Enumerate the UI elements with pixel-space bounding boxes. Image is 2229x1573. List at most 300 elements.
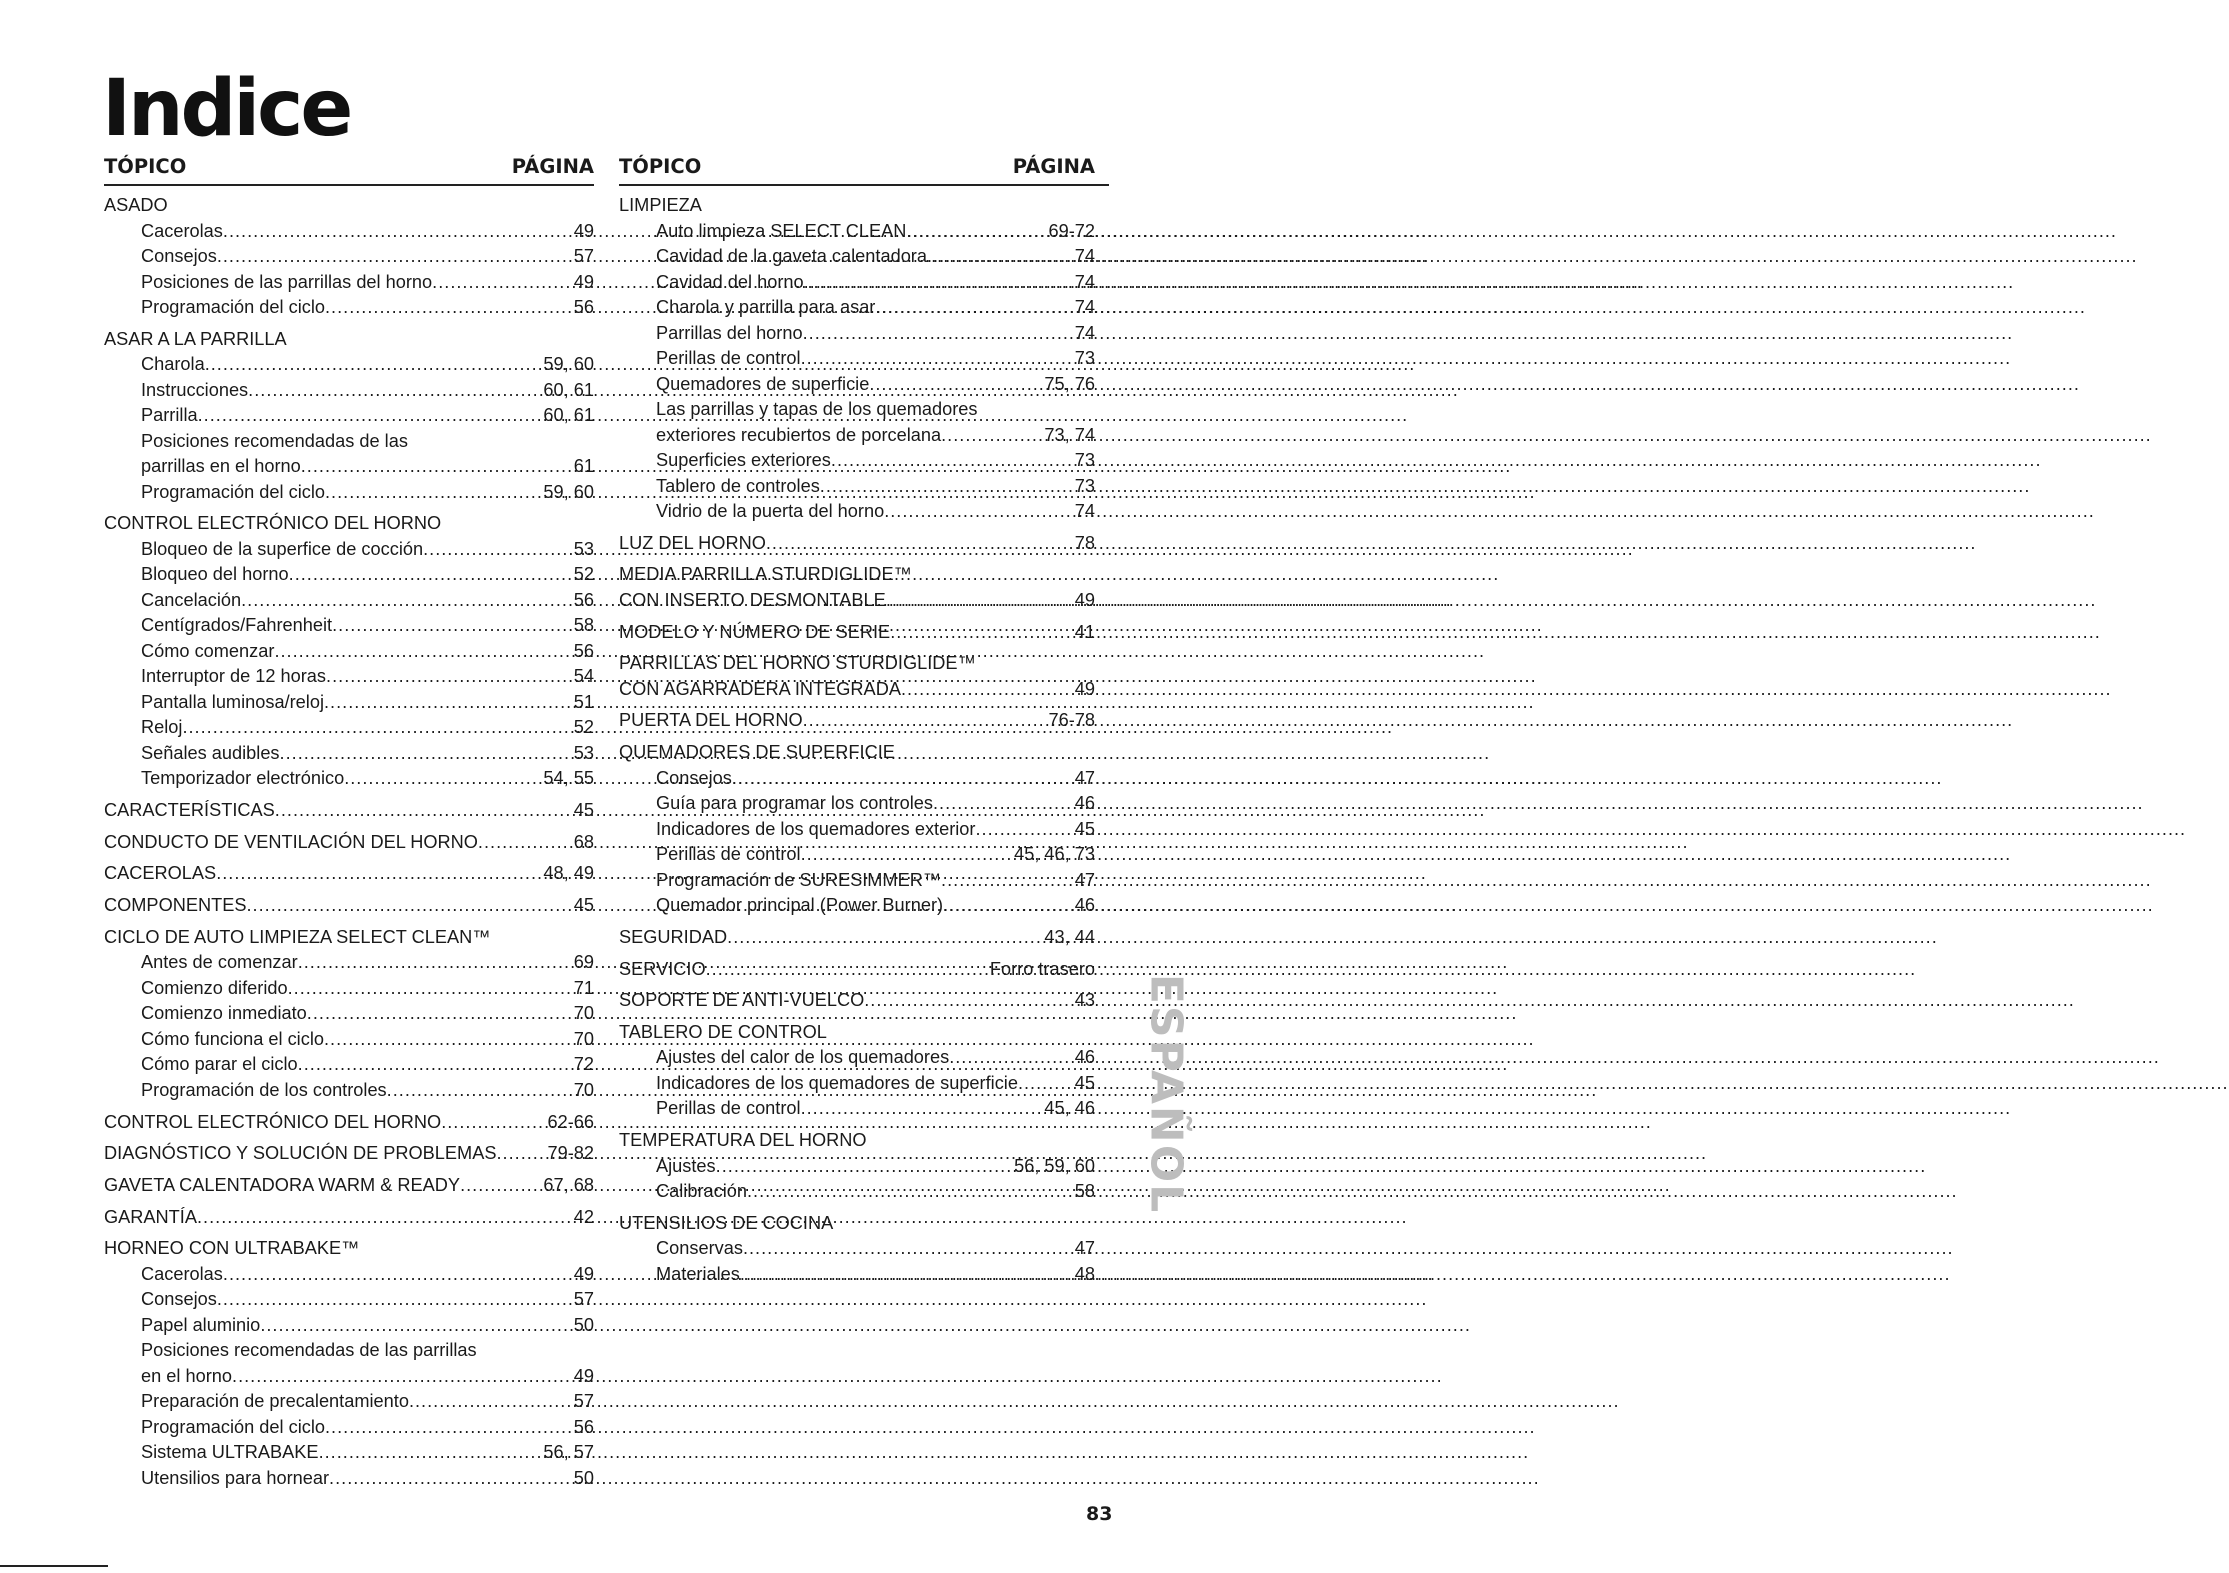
page-ref: 53 (573, 538, 594, 559)
page-ref: 74 (1074, 322, 1095, 343)
dot-leader (803, 708, 1049, 734)
subtopic-line (619, 397, 1095, 423)
subtopic-line (104, 639, 594, 665)
subtopic-line (104, 741, 594, 767)
dot-leader (423, 537, 574, 563)
subtopic-line (619, 346, 1095, 372)
topic-line (104, 861, 594, 887)
dot-leader (307, 1001, 574, 1027)
page-ref: 45 (1074, 1072, 1095, 1093)
page-ref: 52 (573, 717, 594, 738)
topic-header: TÓPICO (619, 155, 702, 178)
entry-label: Cacerolas (141, 1263, 223, 1284)
entry-label: Comienzo diferido (141, 977, 288, 998)
page-ref: 56 (573, 640, 594, 661)
topic-line (619, 925, 1095, 951)
subtopic-line (619, 448, 1095, 474)
entry-label: Guía para programar los controles (656, 793, 933, 814)
page-header: PÁGINA (1012, 155, 1095, 178)
page-header: PÁGINA (511, 155, 594, 178)
entry-label: Quemador principal (Power Burner) (656, 895, 944, 916)
subtopic-line (104, 378, 594, 404)
entry-label: MEDIA PARRILLA STURDIGLIDE™ (619, 564, 912, 585)
entry-label: Conservas (656, 1238, 743, 1259)
entry-label: Comienzo inmediato (141, 1003, 307, 1024)
entry-label: Charola y parrilla para asar (656, 297, 876, 317)
index-entry (104, 511, 594, 792)
subtopic-line (619, 270, 1095, 296)
dot-leader (927, 244, 1075, 270)
topic-line (619, 193, 1095, 219)
entry-label: Superficies exteriores (656, 450, 831, 470)
subtopic-line (104, 950, 594, 976)
dot-leader (223, 1262, 574, 1288)
subtopic-line (619, 1071, 1095, 1097)
subtopic-line (619, 474, 1095, 500)
entry-label: Programación del ciclo (141, 1416, 325, 1437)
topic-line (104, 511, 594, 537)
page-ref: 45, 46 (1044, 1098, 1095, 1119)
dot-leader (766, 531, 1075, 557)
subtopic-line (104, 766, 594, 792)
dot-leader (274, 639, 573, 665)
subtopic-line (619, 321, 1095, 347)
page-ref: 56 (573, 589, 594, 610)
dot-leader (260, 1313, 573, 1339)
subtopic-line (619, 244, 1095, 270)
page-ref: 42 (573, 1206, 594, 1227)
dot-leader (325, 295, 574, 321)
page-ref: 43 (1074, 990, 1095, 1011)
entry-label: Antes de comenzar (141, 952, 298, 973)
subtopic-line (619, 1154, 1095, 1180)
dot-leader (886, 588, 1075, 614)
entry-label: Tablero de controles (656, 475, 820, 496)
index-entry (104, 893, 594, 919)
topic-line (104, 1205, 594, 1231)
column-header (104, 152, 594, 186)
entry-label: Cavidad de la gaveta calentadora (656, 246, 927, 266)
entry-label: Temporizador electrónico (141, 768, 345, 789)
index-entries (619, 193, 1109, 1287)
page-ref: 74 (1074, 271, 1095, 292)
index-entry (104, 193, 594, 321)
page-ref: 58 (573, 615, 594, 636)
entry-label: GARANTÍA (104, 1206, 197, 1227)
page-ref: 76-78 (1048, 710, 1095, 731)
subtopic-line (104, 1338, 594, 1364)
topic-line (619, 531, 1095, 557)
subtopic-line (619, 1262, 1095, 1288)
page-ref: 78 (1074, 532, 1095, 553)
dot-leader (716, 1154, 1014, 1180)
index-entry (104, 1141, 594, 1167)
page-ref: 49 (1074, 589, 1095, 610)
entry-label: Instrucciones (141, 379, 249, 400)
page-ref: 48, 49 (543, 863, 594, 884)
page-ref: 56, 59, 60 (1014, 1155, 1095, 1176)
dot-leader (831, 448, 1075, 474)
page-ref: 73 (1074, 450, 1095, 470)
entry-label: CONTROL ELECTRÓNICO DEL HORNO (104, 1111, 442, 1132)
subtopic-line (104, 537, 594, 563)
entry-label: exteriores recubiertos de porcelana (656, 424, 942, 445)
index-entry (619, 620, 1095, 646)
dot-leader (329, 1466, 574, 1492)
column-header (619, 152, 1109, 186)
page-ref: 74 (1074, 501, 1095, 521)
subtopic-line (619, 1096, 1095, 1122)
page-ref: 57 (573, 246, 594, 266)
page-ref: 62-66 (547, 1111, 594, 1132)
dot-leader (478, 830, 574, 856)
page-ref: 71 (573, 977, 594, 998)
dot-leader (875, 295, 1074, 321)
page-ref: 74 (1074, 246, 1095, 266)
page-ref: 52 (573, 564, 594, 585)
subtopic-line (619, 423, 1095, 449)
index-entry (619, 708, 1095, 734)
language-side-tab (1140, 973, 1192, 1215)
topic-line (619, 1020, 1095, 1046)
topic-line (104, 798, 594, 824)
subtopic-line (104, 613, 594, 639)
subtopic-line (619, 219, 1095, 245)
index-entry (619, 957, 1095, 983)
page-ref: 49 (573, 1263, 594, 1284)
page-ref: 49 (1074, 678, 1095, 699)
dot-leader (205, 352, 544, 378)
subtopic-line (104, 976, 594, 1002)
page-ref: 57 (573, 1391, 594, 1412)
dot-leader (216, 861, 543, 887)
index-entry (619, 925, 1095, 951)
topic-line (619, 562, 1095, 588)
dot-leader (943, 893, 1075, 919)
entry-label: Indicadores de los quemadores exterior (656, 818, 976, 839)
subtopic-line (104, 429, 594, 455)
dot-leader (182, 715, 573, 741)
topic-line (104, 327, 594, 353)
entry-label: Auto limpieza SELECT CLEAN (656, 220, 907, 241)
entry-label: TEMPERATURA DEL HORNO (619, 1130, 867, 1151)
index-column-right (619, 152, 1109, 1287)
dot-leader (246, 893, 573, 919)
entry-label: Programación de los controles (141, 1079, 387, 1100)
subtopic-line (104, 295, 594, 321)
subtopic-line (619, 791, 1095, 817)
page-ref: 56 (573, 1416, 594, 1437)
subtopic-line (619, 499, 1095, 525)
entry-label: Posiciones recomendadas de las parrillas (141, 1340, 477, 1361)
subtopic-line (104, 480, 594, 506)
entry-label: DIAGNÓSTICO Y SOLUCIÓN DE PROBLEMAS (104, 1143, 497, 1164)
page-ref: 45 (573, 800, 594, 821)
dot-leader (217, 244, 574, 270)
dot-leader (298, 950, 574, 976)
page-ref: 56, 57 (543, 1442, 594, 1463)
dot-leader (387, 1078, 574, 1104)
subtopic-line (619, 372, 1095, 398)
subtopic-line (104, 403, 594, 429)
entry-label: CARACTERÍSTICAS (104, 800, 275, 821)
subtopic-line (619, 766, 1095, 792)
dot-leader (740, 1262, 1075, 1288)
dot-leader (301, 454, 574, 480)
dot-leader (803, 321, 1075, 347)
subtopic-line (104, 1287, 594, 1313)
entry-label: Parrillas del horno (656, 322, 803, 343)
entry-label: Consejos (656, 767, 732, 788)
dot-leader (727, 925, 1044, 951)
page-ref: 48 (1074, 1263, 1095, 1284)
page-ref: 68 (573, 831, 594, 852)
subtopic-line (619, 1179, 1095, 1205)
dot-leader (241, 588, 574, 614)
dot-leader (441, 1110, 547, 1136)
entry-label: Cómo parar el ciclo (141, 1054, 298, 1075)
entry-label: Pantalla luminosa/reloj (141, 691, 324, 712)
index-entry (619, 988, 1095, 1014)
subtopic-line (619, 842, 1095, 868)
subtopic-line (619, 1236, 1095, 1262)
entry-label: COMPONENTES (104, 895, 247, 916)
entry-label: Cómo comenzar (141, 640, 275, 661)
entry-label: Señales audibles (141, 742, 280, 763)
entry-label: Programación del ciclo (141, 297, 325, 317)
subtopic-line (104, 1389, 594, 1415)
entry-label: CICLO DE AUTO LIMPIEZA SELECT CLEAN™ (104, 926, 491, 947)
page-ref: 59, 60 (543, 481, 594, 502)
index-entry (619, 562, 1095, 613)
entry-label: parrillas en el horno (141, 456, 301, 477)
subtopic-line (104, 1078, 594, 1104)
topic-line (104, 1173, 594, 1199)
page-ref: 72 (573, 1054, 594, 1075)
dot-leader (319, 1440, 544, 1466)
entry-label: TABLERO DE CONTROL (619, 1021, 827, 1042)
dot-leader (344, 766, 543, 792)
dot-leader (409, 1389, 574, 1415)
entry-label: Consejos (141, 1289, 217, 1310)
entry-label: Perillas de control (656, 348, 801, 368)
index-entries (104, 193, 594, 1491)
entry-label: Vidrio de la puerta del horno (656, 501, 885, 521)
entry-label: en el horno (141, 1365, 233, 1386)
index-entry (104, 1236, 594, 1491)
dot-leader (496, 1141, 547, 1167)
entry-label: Programación de SURESIMMER™ (656, 869, 942, 890)
entry-label: ASADO (104, 195, 168, 215)
dot-leader (906, 219, 1048, 245)
page-ref: 45 (573, 895, 594, 916)
subtopic-line (104, 1466, 594, 1492)
entry-label: Cancelación (141, 589, 242, 610)
entry-label: Perillas de control (656, 844, 801, 865)
index-entry (104, 798, 594, 824)
dot-leader (289, 562, 574, 588)
dot-leader (248, 378, 543, 404)
dot-leader (217, 1287, 574, 1313)
dot-leader (280, 741, 574, 767)
entry-label: Parrilla (141, 405, 198, 426)
entry-label: Utensilios para hornear (141, 1467, 330, 1488)
page-ref: 70 (573, 1003, 594, 1024)
entry-label: QUEMADORES DE SUPERFICIE (619, 742, 895, 763)
topic-line (104, 830, 594, 856)
page-ref: 69-72 (1048, 220, 1095, 241)
entry-label: SOPORTE DE ANTI-VUELCO (619, 990, 865, 1011)
index-entry (104, 1110, 594, 1136)
page-ref: 50 (573, 1467, 594, 1488)
page-ref: 41 (1074, 621, 1095, 642)
dot-leader (743, 1236, 1075, 1262)
entry-label: Las parrillas y tapas de los quemadores (656, 399, 978, 419)
entry-label: Posiciones de las parrillas del horno (141, 271, 433, 292)
page-ref: 45 (1074, 818, 1095, 839)
dot-leader (1018, 1071, 1075, 1097)
topic-line (104, 925, 594, 951)
entry-label: Bloqueo del horno (141, 564, 289, 585)
subtopic-line (619, 893, 1095, 919)
page-ref: 69 (573, 952, 594, 973)
dot-leader (325, 480, 543, 506)
page-ref: 59, 60 (543, 354, 594, 375)
topic-line (104, 1110, 594, 1136)
dot-leader (324, 690, 574, 716)
dot-leader (324, 1027, 574, 1053)
dot-leader (223, 219, 574, 245)
entry-label: Preparación de precalentamiento (141, 1391, 409, 1412)
dot-leader (198, 403, 544, 429)
index-entry (619, 1128, 1095, 1205)
topic-line (619, 588, 1095, 614)
index-entry (104, 1205, 594, 1231)
index-entry (104, 1173, 594, 1199)
topic-line (104, 193, 594, 219)
topic-line (104, 893, 594, 919)
entry-label: Interruptor de 12 horas (141, 666, 327, 687)
dot-leader (975, 817, 1074, 843)
entry-label: CONTROL ELECTRÓNICO DEL HORNO (104, 513, 442, 534)
entry-label: Materiales (656, 1263, 740, 1284)
page-ref: 46 (1074, 895, 1095, 916)
page-ref: 60, 61 (543, 405, 594, 426)
entry-label: Cómo funciona el ciclo (141, 1028, 324, 1049)
topic-line (104, 1236, 594, 1262)
entry-label: Perillas de control (656, 1098, 801, 1119)
dot-leader (901, 677, 1075, 703)
subtopic-line (104, 1001, 594, 1027)
topic-line (619, 740, 1095, 766)
page-ref: 50 (573, 1314, 594, 1335)
topic-line (619, 988, 1095, 1014)
page-ref: 45, 46, 73 (1014, 844, 1095, 865)
page-ref: 74 (1074, 297, 1095, 317)
entry-label: Bloqueo de la superfice de cocción (141, 538, 424, 559)
page-ref: 67, 68 (543, 1174, 594, 1195)
subtopic-line (619, 817, 1095, 843)
page-ref: Forro trasero (989, 958, 1095, 979)
entry-label: Calibración (656, 1181, 747, 1202)
entry-label: PUERTA DEL HORNO (619, 710, 803, 731)
dot-leader (941, 868, 1075, 894)
page-ref: 49 (573, 271, 594, 292)
index-entry (104, 830, 594, 856)
subtopic-line (104, 1415, 594, 1441)
topic-line (104, 1141, 594, 1167)
page-ref: 54, 55 (543, 768, 594, 789)
entry-label: Indicadores de los quemadores de superficie (656, 1072, 1018, 1093)
page-ref: 79-82 (547, 1143, 594, 1164)
dot-leader (890, 620, 1075, 646)
entry-label: SERVICIO (619, 958, 706, 979)
dot-leader (747, 1179, 1075, 1205)
dot-leader (288, 976, 574, 1002)
dot-leader (941, 423, 1044, 449)
subtopic-line (104, 244, 594, 270)
dot-leader (820, 474, 1075, 500)
page-ref: 43, 44 (1044, 926, 1095, 947)
dot-leader (197, 1205, 574, 1231)
page-ref: 56 (573, 297, 594, 317)
subtopic-line (104, 352, 594, 378)
topic-line (619, 708, 1095, 734)
subtopic-line (104, 1027, 594, 1053)
page-ref: 57 (573, 1289, 594, 1310)
dot-leader (801, 346, 1075, 372)
topic-line (619, 1128, 1095, 1154)
subtopic-line (104, 664, 594, 690)
page-title: Indice (102, 64, 351, 154)
page-ref: 47 (1074, 869, 1095, 890)
subtopic-line (104, 270, 594, 296)
page-ref: 73, 74 (1044, 424, 1095, 445)
subtopic-line (104, 715, 594, 741)
dot-leader (732, 766, 1075, 792)
topic-line (619, 651, 1095, 677)
subtopic-line (104, 1262, 594, 1288)
index-entry (619, 531, 1095, 557)
page-ref: 46 (1074, 1047, 1095, 1068)
page-ref: 75, 76 (1044, 373, 1095, 394)
dot-leader (332, 613, 574, 639)
footer-rule (0, 1565, 108, 1567)
index-entry (619, 1020, 1095, 1122)
entry-label: Reloj (141, 717, 183, 738)
page-ref: 46 (1074, 793, 1095, 814)
topic-line (619, 677, 1095, 703)
topic-header: TÓPICO (104, 155, 187, 178)
entry-label: CACEROLAS (104, 863, 217, 884)
index-entry (619, 193, 1095, 525)
entry-label: Cacerolas (141, 220, 223, 241)
entry-label: HORNEO CON ULTRABAKE™ (104, 1238, 360, 1259)
index-entry (619, 651, 1095, 702)
index-entry (619, 740, 1095, 919)
dot-leader (298, 1052, 574, 1078)
subtopic-line (104, 1052, 594, 1078)
subtopic-line (104, 690, 594, 716)
page-ref: 73 (1074, 475, 1095, 496)
subtopic-line (104, 562, 594, 588)
dot-leader (460, 1173, 543, 1199)
entry-label: MODELO Y NÚMERO DE SERIE (619, 621, 891, 642)
index-entry (104, 861, 594, 887)
dot-leader (326, 664, 574, 690)
entry-label: Quemadores de superficie (656, 373, 870, 394)
index-entry (104, 327, 594, 506)
